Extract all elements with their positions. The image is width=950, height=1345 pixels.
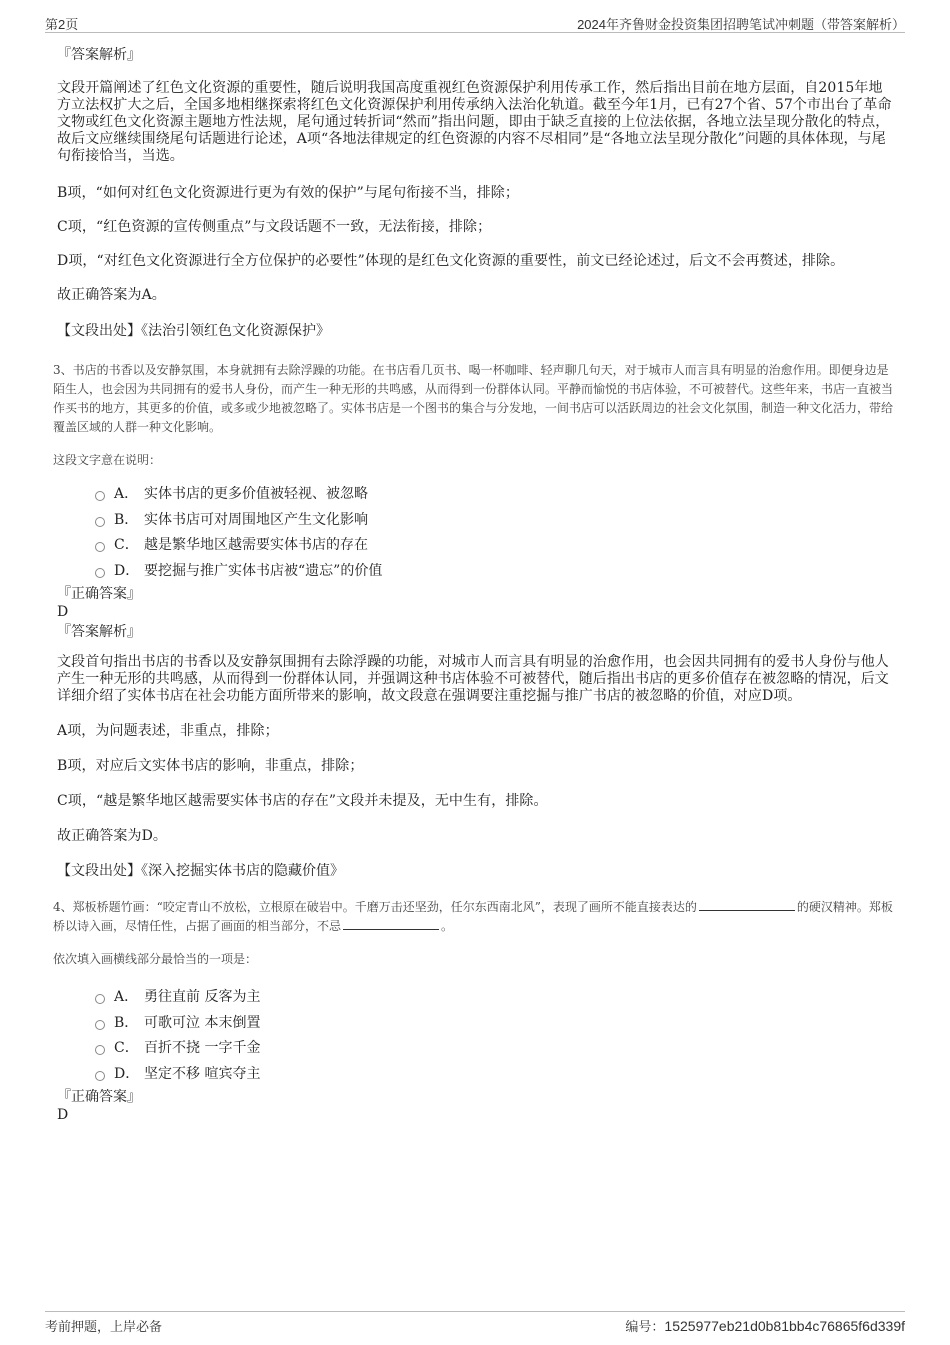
radio-icon[interactable]: [95, 1020, 105, 1030]
option-c[interactable]: [95, 1039, 892, 1065]
correct-answer-label: 『正确答案』: [57, 586, 141, 602]
option-letter: B．: [114, 511, 139, 528]
document-id-label: 编号：: [625, 1319, 665, 1334]
option-text: 坚定不移 喧宾夺主: [144, 1065, 261, 1082]
radio-icon[interactable]: [95, 517, 105, 527]
radio-icon[interactable]: [95, 542, 105, 552]
option-text: 越是繁华地区越需要实体书店的存在: [144, 537, 368, 553]
option-letter: C．: [114, 537, 139, 553]
analysis-paragraph: 文段首句指出书店的书香以及安静氛围拥有去除浮躁的功能，对城市人而言具有明显的治愈作用，也会因共同拥有的爱书人身份与他人产生一种无形的共鸣感，从而得到一份群体认同，并强调这种书店体验不可被替代，随后指出书店的更多价值存在被忽略的情况，后文详细介绍了实体书店在社会功能方面所带来的影响，故文段意在强调要注重挖掘与推广书店的被忽略的价值，对应D项。: [57, 654, 889, 704]
option-text: 实体书店可对周围地区产生文化影响: [144, 511, 368, 528]
passage-source: 【文段出处】《深入挖掘实体书店的隐藏价值》: [57, 863, 344, 879]
analysis-paragraph: B项，“如何对红色文化资源进行更为有效的保护”与尾句衔接不当，排除；: [57, 185, 520, 201]
passage-source: 【文段出处】《法治引领红色文化资源保护》: [57, 323, 330, 339]
analysis-paragraph: C项，“越是繁华地区越需要实体书店的存在”文段并未提及，无中生有，排除。: [57, 793, 548, 809]
stem-text: 4、郑板桥题竹画：“咬定青山不放松，立根原在破岩中。千磨万击还坚劲，任尔东西南北风”，表现了画所不能直接表达的: [53, 900, 697, 914]
document-id: [625, 1316, 905, 1335]
analysis-paragraph: B项，对应后文实体书店的影响，非重点，排除；: [57, 758, 364, 774]
radio-icon[interactable]: [95, 568, 105, 578]
option-letter: A．: [114, 989, 139, 1005]
analysis-paragraph: 文段开篇阐述了红色文化资源的重要性，随后说明我国高度重视红色资源保护利用传承工作，然后指出目前在地方层面，自2015年地方立法权扩大之后，全国多地相继探索将红色文化资源保护利用传承纳入法治化轨道。截至今年1月，已有27个省、57个市出台了革命文物或红色文化资源主题地方性法规，尾句通过转折词“然而”指出问题，即由于缺乏直接的上位法依据，各地立法呈现分散化的特点，故后文应继续围绕尾句话题进行论述，A项“各地法律规定的红色资源的内容不尽相同”是“各地立法呈现分散化”问题的具体体现，与尾句衔接恰当，当选。: [57, 80, 892, 164]
option-text: 百折不挠 一字千金: [144, 1040, 261, 1056]
document-body: [53, 46, 894, 1124]
option-letter: D．: [114, 562, 140, 579]
option-text: 勇往直前 反客为主: [144, 989, 261, 1005]
fill-blank: [699, 900, 795, 911]
radio-icon[interactable]: [95, 1045, 105, 1055]
document-id-code: 1525977eb21d0b81bb4c76865f6d339f: [664, 1318, 905, 1334]
page-number: 第2页: [45, 17, 79, 32]
correct-answer-value: D: [57, 604, 69, 620]
radio-icon[interactable]: [95, 994, 105, 1004]
option-letter: D．: [114, 1065, 140, 1082]
fill-blank: [343, 919, 439, 930]
analysis-label: 『答案解析』: [57, 624, 141, 640]
option-text: 可歌可泣 本末倒置: [144, 1014, 261, 1031]
option-b[interactable]: [95, 511, 892, 537]
page-footer: [45, 1311, 905, 1336]
footer-slogan: 考前押题，上岸必备: [45, 1319, 163, 1334]
stem-text: 。: [441, 919, 454, 933]
analysis-label: 『答案解析』: [57, 47, 141, 63]
option-text: 实体书店的更多价值被轻视、被忽略: [144, 486, 368, 502]
option-letter: B．: [114, 1014, 139, 1031]
question-stem: [53, 898, 893, 936]
option-a[interactable]: [95, 988, 892, 1014]
option-letter: A．: [114, 486, 139, 502]
radio-icon[interactable]: [95, 491, 105, 501]
option-text: 要挖掘与推广实体书店被“遗忘”的价值: [144, 562, 383, 579]
correct-answer-value: D: [57, 1107, 69, 1123]
analysis-paragraph: C项，“红色资源的宣传侧重点”与文段话题不一致，无法衔接，排除；: [57, 219, 492, 235]
page-header: [45, 14, 905, 33]
option-list: [95, 988, 892, 1090]
option-d[interactable]: [95, 562, 892, 588]
question-stem: 3、书店的书香以及安静氛围，本身就拥有去除浮躁的功能。在书店看几页书、喝一杯咖啡、轻声聊几句天，对于城市人而言具有明显的治愈作用。即便身边是陌生人，也会因为共同拥有的爱书人身份，而产生一种无形的共鸣感，从而得到一份群体认同。平静而愉悦的书店体验，不可被替代。这些年来，书店一直被当作买书的地方，其更多的价值，或多或少地被忽略了。实体书店是一个图书的集合与分发地，一间书店可以活跃周边的社会文化氛围，制造一种文化活力，带给覆盖区域的人群一种文化影响。: [53, 363, 894, 434]
option-a[interactable]: [95, 485, 892, 511]
analysis-paragraph: A项，为问题表述，非重点，排除；: [57, 723, 279, 739]
radio-icon[interactable]: [95, 1071, 105, 1081]
question-prompt: 这段文字意在说明：: [53, 453, 162, 467]
question-prompt: 依次填入画横线部分最恰当的一项是：: [53, 952, 258, 966]
document-title: 2024年齐鲁财金投资集团招聘笔试冲刺题（带答案解析）: [577, 17, 905, 32]
analysis-paragraph: 故正确答案为A。: [57, 287, 166, 303]
option-b[interactable]: [95, 1014, 892, 1040]
correct-answer-label: 『正确答案』: [57, 1089, 141, 1105]
option-letter: C．: [114, 1040, 139, 1056]
option-list: [95, 485, 892, 587]
stem-text: 的硬汉精神。郑板桥以诗入画，尽情任性，占据了画面的相当部分，不忌: [53, 900, 893, 933]
analysis-paragraph: D项，“对红色文化资源进行全方位保护的必要性”体现的是红色文化资源的重要性，前文已经论述过，后文不会再赘述，排除。: [57, 253, 845, 269]
analysis-paragraph: 故正确答案为D。: [57, 828, 168, 844]
option-c[interactable]: [95, 536, 892, 562]
option-d[interactable]: [95, 1065, 892, 1091]
